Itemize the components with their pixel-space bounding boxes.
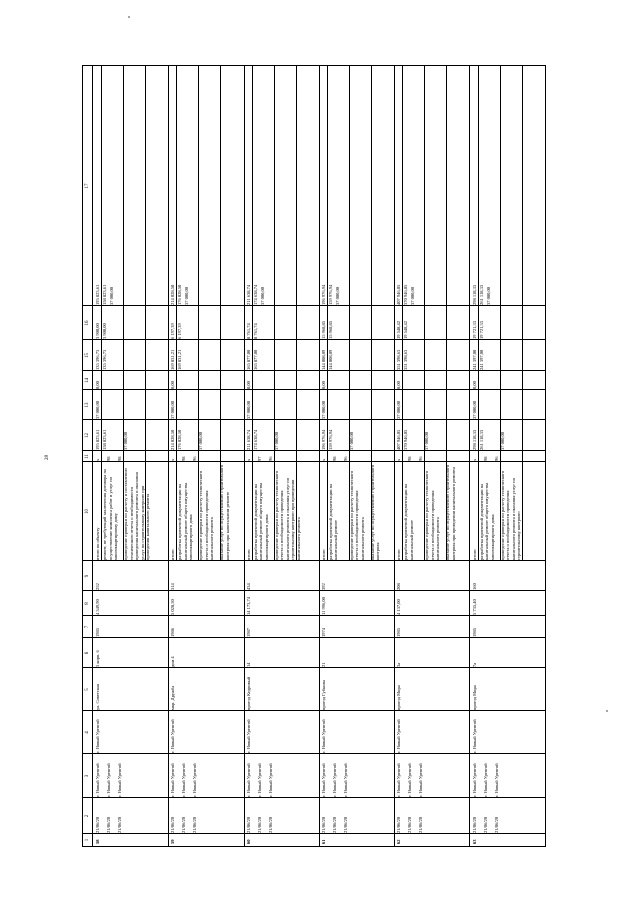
date-cell: 21/06/20 — [245, 816, 251, 833]
place-cell: г. Новый Уренгой — [342, 763, 348, 797]
col17-cell: 195 823,61 — [95, 284, 100, 305]
house-cell: дом 4 — [170, 656, 176, 667]
row-subdivider — [220, 66, 221, 561]
header-cell: 15 — [85, 353, 90, 358]
table-row — [319, 66, 395, 846]
work-item: разработка проектной документации на капитальный ремонт общего имущества многоквартирного дома — [252, 482, 269, 560]
table-row — [244, 66, 320, 846]
table-row — [168, 66, 244, 846]
sum-part: 159 976,94 — [327, 429, 333, 450]
col14-cell: 0,00 — [471, 381, 477, 389]
code-cell: 96 — [418, 456, 424, 461]
floors-cell: 252 — [95, 583, 100, 590]
code-cell: x — [320, 458, 326, 461]
table-row — [93, 66, 169, 846]
row-subdivider — [252, 66, 253, 561]
sum-part: 370 946,05 — [403, 429, 409, 450]
work-item: оказание услуг по осуществлению строительного контроля — [369, 464, 381, 560]
row-subdivider — [500, 66, 501, 561]
works-head: итого — [170, 549, 176, 560]
sum-total: 298 118,33 — [471, 429, 477, 450]
place-cell: г. Новый Уренгой — [267, 763, 273, 797]
row-number: 61 — [320, 839, 326, 844]
sum-part: 37 000,00 — [273, 432, 279, 450]
work-item: оказание услуг по осуществлению строительного контроля при капитальном ремонте — [219, 464, 230, 560]
sum-total: 214 028,50 — [170, 429, 176, 450]
area-cell: 11 996,00 — [320, 597, 326, 615]
floors-cell: 434 — [245, 583, 251, 590]
row-subdivider — [424, 66, 425, 561]
col14-cell: 0,00 — [320, 381, 326, 389]
code-cell: 98 — [407, 456, 413, 461]
col16-cell: 8 761,74 — [245, 323, 251, 339]
sum-part: 37 000,00 — [499, 432, 505, 450]
row-subdivider — [123, 66, 124, 561]
place-cell: г. Новый Уренгой — [418, 763, 424, 797]
col15-cell: 144 008,09 — [320, 349, 326, 370]
city-cell: г. Новый Уренгой — [396, 719, 402, 753]
date-cell: 21/06/20 — [396, 816, 402, 833]
header-cell: 16 — [85, 320, 90, 326]
col14-cell: 0,00 — [245, 381, 251, 389]
col14-cell: 0,00 — [95, 381, 100, 389]
col15-cell: 169 831,21 — [177, 349, 183, 370]
header-cell: 14 — [85, 378, 90, 383]
place-cell: г. Новый Уренгой — [482, 763, 488, 797]
street-cell: проезд Кедровый — [245, 676, 251, 710]
col15-cell: 169 831,21 — [170, 349, 176, 370]
work-item: проведение проверки по расчету и составлению технического отчета о необходимости проведения капитального ремонта и оказания услуг по строительному контролю при проведении капитального ремонта — [123, 467, 150, 560]
col17-cell: 176 028,50 — [177, 284, 183, 305]
sum-part: 176 028,50 — [177, 429, 183, 450]
floors-cell: 392 — [320, 583, 326, 590]
col15-cell: 135 396,73 — [95, 349, 100, 370]
date-cell: 21/06/20 — [95, 816, 100, 833]
place-cell: г. Новый Уренгой — [320, 763, 326, 797]
sum-part: 174 638,74 — [252, 429, 258, 450]
street-cell: мкр. Дружба — [170, 685, 176, 710]
header-cell: 4 — [85, 731, 90, 734]
date-cell: 21/06/20 — [170, 816, 176, 833]
speck — [128, 16, 130, 18]
code-cell: 96 — [342, 456, 348, 461]
street-cell: ул. Советская — [95, 683, 100, 710]
work-item: разработка проектной документации на капитальный ремонт — [403, 483, 414, 560]
col15-cell: 351 398,63 — [396, 349, 402, 370]
sum-part: 261 118,33 — [478, 429, 484, 450]
work-item: разработка проектной документации на капитальный ремонт общего имущества многоквартирного дома — [478, 482, 495, 560]
header-cell: 2 — [85, 814, 90, 818]
col16-cell: 6 197,39 — [170, 323, 176, 339]
date-cell: 21/06/20 — [331, 816, 337, 833]
col13-cell: 37 000,00 — [245, 401, 251, 419]
floors-cell: 160 — [471, 583, 477, 590]
house-cell: 21 — [320, 662, 326, 667]
code-cell: x — [245, 458, 251, 461]
col15-cell: 165 877,00 — [252, 349, 258, 370]
year-cell: 1985 — [471, 628, 477, 637]
header-cell: 7 — [85, 625, 90, 629]
works-head: итого — [245, 549, 251, 560]
header-cell: 6 — [85, 651, 90, 655]
col13-cell: 37 000,00 — [471, 401, 477, 419]
date-cell: 21/06/20 — [256, 816, 262, 833]
work-item: проведение проверки по расчету технического отчета о необходимости проведения капитального ремонта — [424, 470, 441, 560]
table-row — [470, 66, 546, 846]
code-cell: 96 — [267, 456, 273, 461]
date-cell: 21/06/20 — [493, 816, 499, 833]
date-cell: 21/06/20 — [267, 816, 273, 833]
col15-cell: 144 008,09 — [327, 349, 333, 370]
header-cell: 11 — [85, 454, 90, 459]
city-cell: г. Новый Уренгой — [320, 719, 326, 753]
sum-part: 37 000,00 — [123, 432, 128, 450]
row-subdivider — [274, 66, 275, 561]
header-cell: 13 — [85, 402, 90, 408]
col16-cell: 19 548,42 — [403, 321, 409, 339]
date-cell: 21/06/20 — [192, 816, 198, 833]
place-cell: г. Новый Уренгой — [106, 763, 111, 797]
date-cell: 21/06/20 — [418, 816, 424, 833]
code-cell: 96 — [493, 456, 499, 461]
header-cell: 9 — [85, 574, 90, 578]
code-cell: 97 — [256, 456, 262, 461]
col16-cell: 3 900,00 — [102, 323, 107, 339]
row-subdivider — [327, 66, 328, 561]
page-number: 28 — [45, 455, 50, 460]
row-number: 59 — [170, 839, 176, 844]
code-cell: x — [471, 458, 477, 461]
house-cell: 14 — [245, 662, 251, 667]
col16-cell: 19 721,33 — [471, 321, 477, 339]
row-number: 58 — [95, 839, 100, 844]
date-cell: 21/06/20 — [342, 816, 348, 833]
col16-cell: 15 968,85 — [327, 321, 333, 339]
col16-cell: 3 900,00 — [95, 323, 100, 339]
house-cell: 3 корп. 6 — [95, 650, 100, 667]
col17-cell: 298 118,33 — [471, 284, 477, 305]
sum-part: 37 000,00 — [424, 432, 430, 450]
row-number: 60 — [245, 839, 251, 844]
row-subdivider — [446, 66, 447, 561]
sum-part: 37 000,00 — [348, 432, 354, 450]
date-cell: 21/06/20 — [482, 816, 488, 833]
row-subdivider — [402, 66, 403, 561]
year-cell: 1985 — [95, 628, 100, 637]
floors-cell: 208 — [396, 583, 402, 590]
col13-cell: 37 000,00 — [95, 401, 100, 419]
header-cell: 10 — [85, 509, 90, 514]
street-cell: проезд Губкина — [320, 679, 326, 710]
year-cell: 1974 — [320, 628, 326, 637]
place-cell: г. Новый Уренгой — [117, 763, 122, 797]
col17-cell: 159 976,94 — [327, 284, 333, 305]
place-cell: г. Новый Уренгой — [471, 763, 477, 797]
col14-cell: 0,00 — [396, 381, 402, 389]
code-cell: 98 — [117, 456, 122, 461]
rotated-table-body — [83, 66, 545, 846]
sum-total: 195 823,61 — [95, 429, 100, 450]
col15-cell: 241 397,00 — [471, 349, 477, 370]
area-cell: 4 137,00 — [396, 599, 402, 615]
col17-cell: 37 000,00 — [334, 287, 340, 305]
col17-cell: 370 946,05 — [403, 284, 409, 305]
works-head: итого — [471, 549, 477, 560]
area-cell: 5 028,50 — [170, 599, 176, 615]
year-cell: 1986 — [170, 628, 176, 637]
place-cell: г. Новый Уренгой — [192, 763, 198, 797]
place-cell: г. Новый Уренгой — [245, 763, 251, 797]
work-item: оказание услуг по осуществлению строительного контроля при проведении капитального ремонта — [445, 464, 456, 560]
area-cell: 5 735,40 — [471, 599, 477, 615]
header-cell: 17 — [85, 183, 90, 189]
col16-cell: 19 721,33 — [478, 321, 484, 339]
col17-cell: 196 976,94 — [320, 284, 326, 305]
house-cell: 7а — [471, 662, 477, 667]
col17-cell: 211 638,74 — [245, 284, 251, 305]
place-cell: г. Новый Уренгой — [170, 763, 176, 797]
city-cell: г. Новый Уренгой — [95, 719, 100, 753]
street-cell: проезд Мира — [396, 685, 402, 710]
code-cell: 96 — [192, 456, 198, 461]
year-cell: 1985 — [396, 628, 402, 637]
header-cell: 5 — [85, 688, 90, 691]
col15-cell: 351 398,63 — [403, 349, 409, 370]
sum-total: 407 946,05 — [396, 429, 402, 450]
row-subdivider — [101, 66, 102, 561]
sum-part: 158 823,61 — [102, 429, 107, 450]
sum-total: 196 976,94 — [320, 429, 326, 450]
header-cell: 3 — [85, 774, 90, 778]
area-cell: 4 549,90 — [95, 599, 100, 615]
city-cell: г. Новый Уренгой — [245, 719, 251, 753]
col14-cell: 0,00 — [170, 381, 176, 389]
street-cell: проезд Мира — [471, 685, 477, 710]
work-item: проведение проверки по расчету технического отчета о необходимости проведения капитального ремонта и оказания услуг по строительному контролю при проведении капитального ремонта — [273, 470, 301, 560]
col13-cell: 37 000,00 — [396, 401, 402, 419]
code-cell: x — [95, 458, 100, 461]
place-cell: г. Новый Уренгой — [95, 763, 100, 797]
row-number: 62 — [396, 839, 402, 844]
place-cell: г. Новый Уренгой — [407, 763, 413, 797]
work-item: разработка проектной документации на капитальный ремонт общего имущества многоквартирного дома — [177, 482, 194, 560]
col17-cell: 174 638,74 — [252, 284, 258, 305]
year-cell: 1987 — [245, 628, 251, 637]
place-cell: г. Новый Уренгой — [181, 763, 187, 797]
work-item: ремонт, не требующий заключения договора на осуществление комплекса работ и услуг по многоквартирному дому — [102, 469, 118, 560]
row-subdivider — [349, 66, 350, 561]
date-cell: 21/06/20 — [117, 816, 122, 833]
code-cell: x — [170, 458, 176, 461]
city-cell: г. Новый Уренгой — [471, 719, 477, 753]
date-cell: 21/06/20 — [407, 816, 413, 833]
row-subdivider — [478, 66, 479, 561]
col16-cell: 8 761,74 — [252, 323, 258, 339]
col15-cell: 135 396,73 — [102, 349, 107, 370]
works-head: итого по объекту — [95, 527, 100, 560]
row-subdivider — [198, 66, 199, 561]
date-cell: 21/06/20 — [471, 816, 477, 833]
city-cell: г. Новый Уренгой — [170, 719, 176, 753]
code-cell: 98 — [181, 456, 187, 461]
col17-cell: 37 000,00 — [485, 287, 491, 305]
header-cell: 8 — [85, 602, 90, 605]
date-cell: 21/06/20 — [106, 816, 111, 833]
registry-table — [82, 65, 546, 847]
col17-cell: 214 028,50 — [170, 284, 176, 305]
row-subdivider — [296, 66, 297, 561]
col13-cell: 37 000,00 — [170, 401, 176, 419]
col15-cell: 165 877,00 — [245, 349, 251, 370]
place-cell: г. Новый Уренгой — [493, 763, 499, 797]
place-cell: г. Новый Уренгой — [396, 763, 402, 797]
row-subdivider — [145, 66, 146, 561]
works-head: итого — [320, 549, 326, 560]
table-row — [394, 66, 470, 846]
floors-cell: 314 — [170, 583, 176, 590]
col16-cell: 15 968,85 — [320, 321, 326, 339]
work-item: проведение проверки по расчету технического отчета о необходимости проведения капитального ремонта — [198, 470, 215, 560]
speck — [606, 710, 608, 712]
sum-total: 211 638,74 — [245, 429, 251, 450]
header-cell: 1 — [85, 838, 90, 842]
col17-cell: 158 823,61 — [102, 284, 107, 305]
col16-cell: 6 197,39 — [177, 323, 183, 339]
work-item: разработка проектной документации на капитальный ремонт — [327, 483, 339, 560]
place-cell: г. Новый Уренгой — [331, 763, 337, 797]
date-cell: 21/06/20 — [181, 816, 187, 833]
col17-cell: 37 000,00 — [109, 287, 114, 305]
col17-cell: 261 118,33 — [478, 284, 484, 305]
code-cell: 98 — [331, 456, 337, 461]
col17-cell: 407 946,05 — [396, 284, 402, 305]
row-subdivider — [176, 66, 177, 561]
work-item: проведение проверки по расчету технического отчета о необходимости проведения капитального ремонта — [348, 470, 365, 560]
row-subdivider — [522, 66, 523, 561]
col17-cell: 37 000,00 — [259, 287, 265, 305]
works-head: итого — [396, 549, 402, 560]
code-cell: 98 — [482, 456, 488, 461]
work-item: проведение проверки по расчету технического отчета о необходимости проведения капитального ремонта и оказания услуг по строительному контролю — [499, 470, 521, 560]
house-cell: 3а — [396, 662, 402, 667]
col15-cell: 241 397,00 — [478, 349, 484, 370]
col17-cell: 37 000,00 — [184, 287, 190, 305]
place-cell: г. Новый Уренгой — [256, 763, 262, 797]
column-number-header — [83, 66, 93, 846]
code-cell: x — [396, 458, 402, 461]
date-cell: 21/06/20 — [320, 816, 326, 833]
area-cell: 14 173,74 — [245, 597, 251, 615]
code-cell: 98 — [106, 456, 111, 461]
col17-cell: 37 000,00 — [410, 287, 416, 305]
row-number: 63 — [471, 839, 477, 844]
header-cell: 12 — [85, 433, 90, 438]
col13-cell: 37 000,00 — [320, 401, 326, 419]
col16-cell: 19 548,42 — [396, 321, 402, 339]
sum-part: 37 000,00 — [198, 432, 204, 450]
row-subdivider — [371, 66, 372, 561]
